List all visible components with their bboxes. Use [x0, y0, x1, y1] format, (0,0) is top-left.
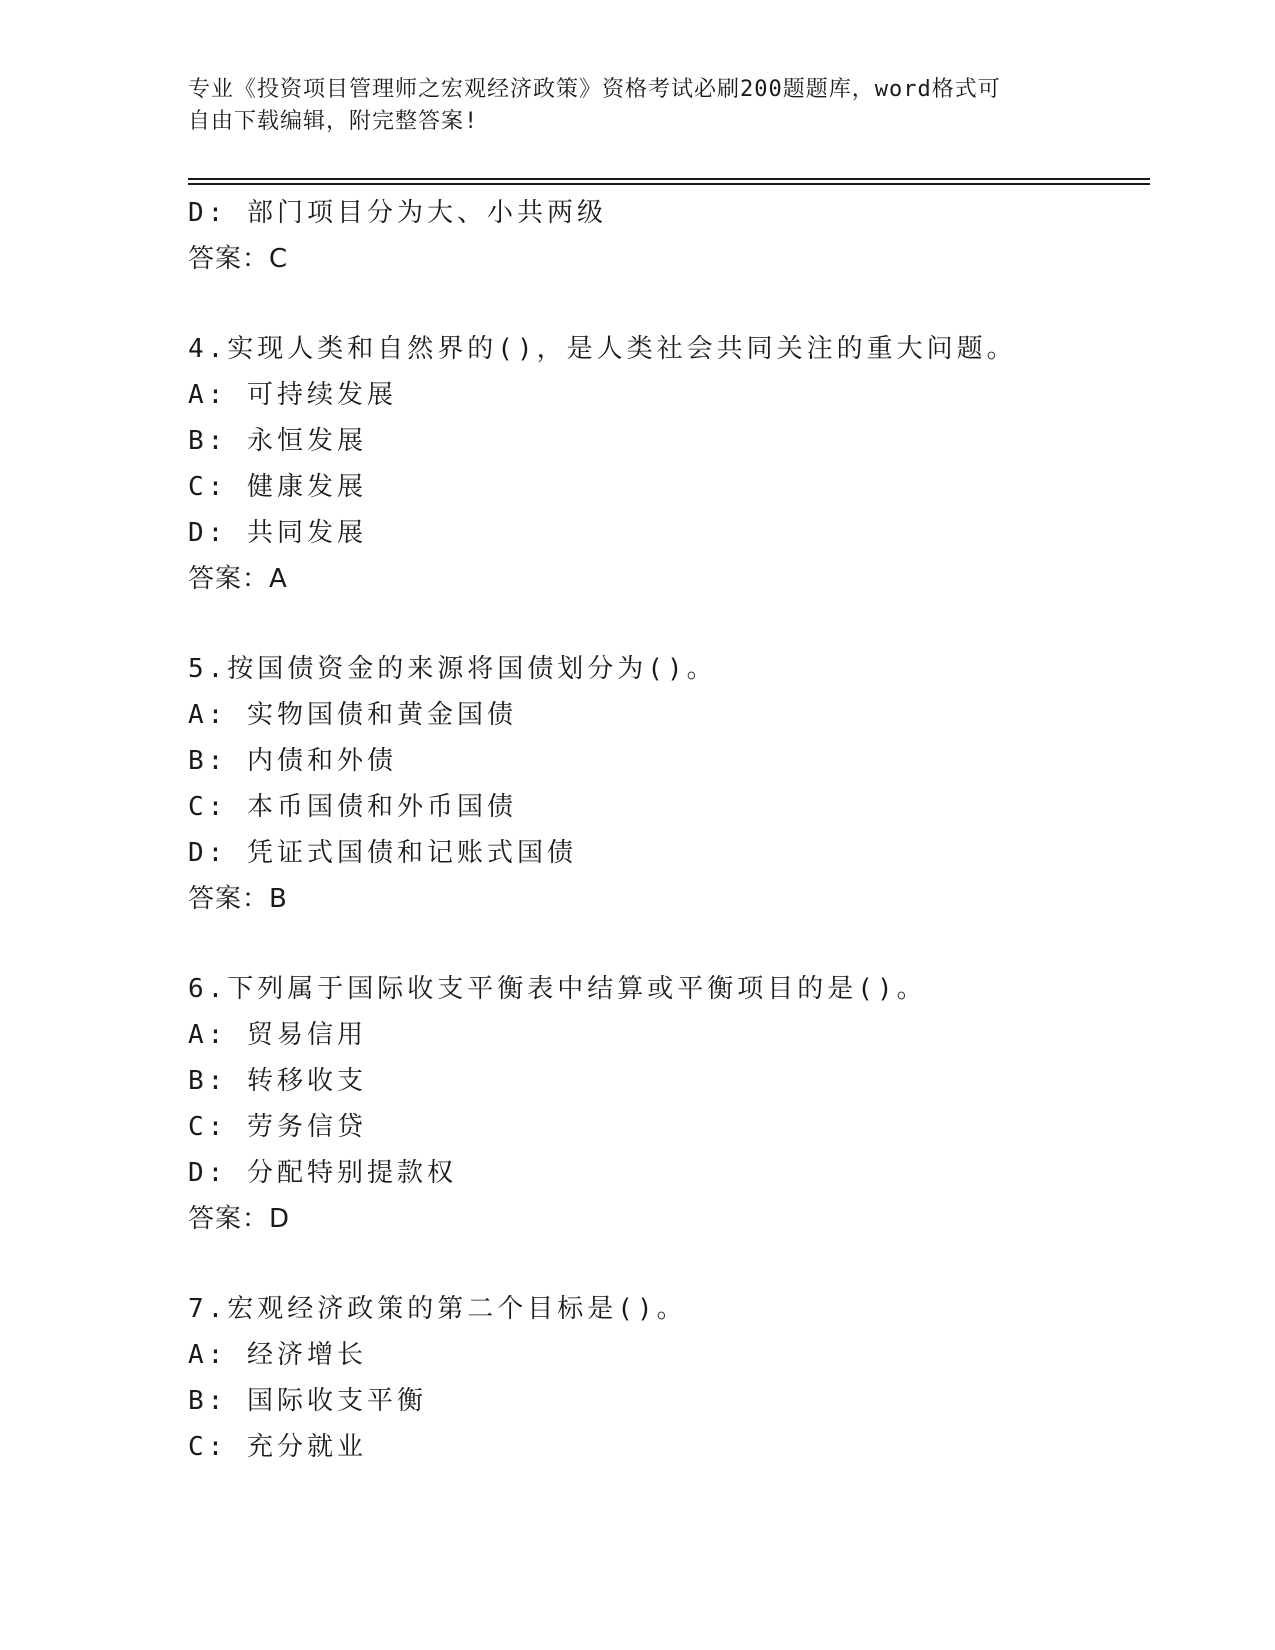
option-d: D: 分配特别提款权 [188, 1158, 457, 1188]
option-a: A: 可持续发展 [188, 380, 397, 410]
question-7 [188, 1286, 1148, 1470]
question-list [188, 190, 1148, 1470]
header-divider-top [188, 178, 1150, 180]
question-stem: 6.下列属于国际收支平衡表中结算或平衡项目的是()。 [188, 974, 927, 1004]
document-header [188, 74, 1068, 138]
option-d: D: 凭证式国债和记账式国债 [188, 838, 577, 868]
header-line-1: 专业《投资项目管理师之宏观经济政策》资格考试必刷200题题库，word格式可 [188, 77, 1001, 102]
option-b: B: 国际收支平衡 [188, 1386, 427, 1416]
option-c: C: 健康发展 [188, 472, 367, 502]
header-divider-bottom [188, 183, 1150, 185]
question-stem: 4.实现人类和自然界的()，是人类社会共同关注的重大问题。 [188, 334, 1017, 364]
option-a: A: 贸易信用 [188, 1020, 367, 1050]
answer: 答案：B [188, 884, 288, 914]
option-b: B: 永恒发展 [188, 426, 367, 456]
option-b: B: 内债和外债 [188, 746, 397, 776]
carryover-option-d: D: 部门项目分为大、小共两级 [188, 198, 607, 228]
option-c: C: 充分就业 [188, 1432, 367, 1462]
option-a: A: 实物国债和黄金国债 [188, 700, 517, 730]
option-c: C: 本币国债和外币国债 [188, 792, 517, 822]
question-5 [188, 646, 1148, 922]
answer: 答案：A [188, 564, 288, 594]
answer: 答案：D [188, 1204, 291, 1234]
option-b: B: 转移收支 [188, 1066, 367, 1096]
question-stem: 5.按国债资金的来源将国债划分为()。 [188, 654, 717, 684]
option-d: D: 共同发展 [188, 518, 367, 548]
question-4 [188, 326, 1148, 602]
question-stem: 7.宏观经济政策的第二个目标是()。 [188, 1294, 687, 1324]
carryover-answer: 答案：C [188, 244, 289, 274]
question-6 [188, 966, 1148, 1242]
header-line-2: 自由下载编辑，附完整答案! [188, 109, 479, 134]
option-c: C: 劳务信贷 [188, 1112, 367, 1142]
option-a: A: 经济增长 [188, 1340, 367, 1370]
